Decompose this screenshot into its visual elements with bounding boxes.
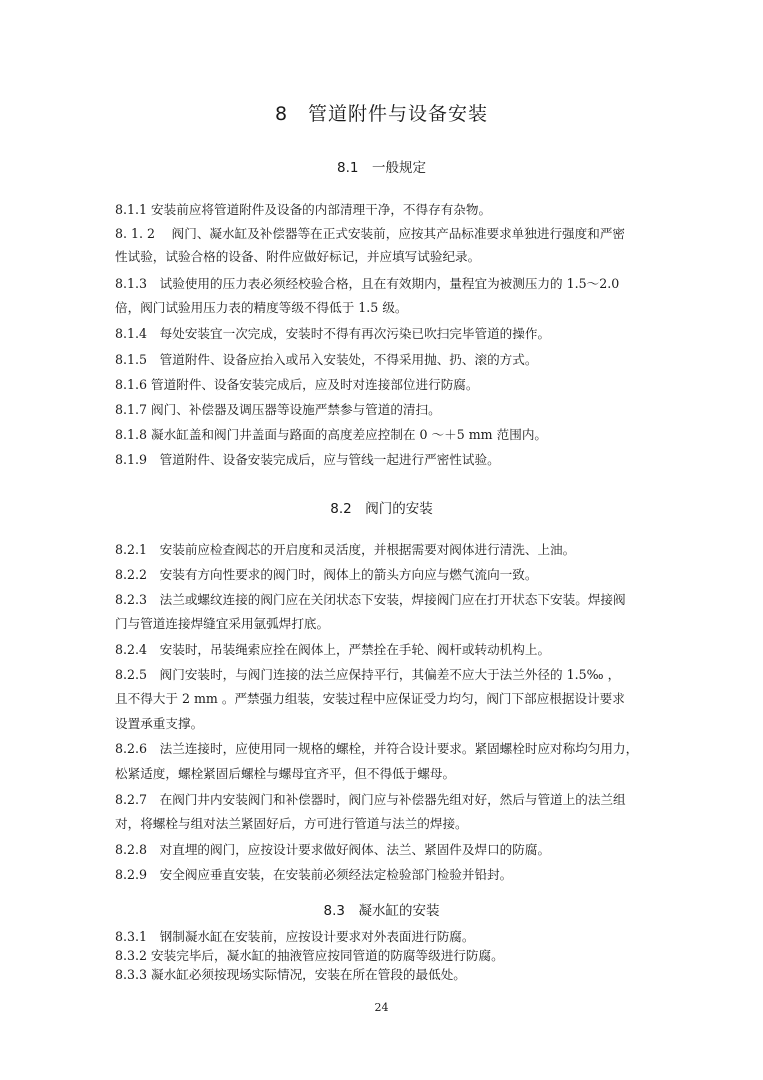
paragraph-line: 倍，阀门试验用压力表的精度等级不得低于 1.5 级。 xyxy=(115,300,408,315)
paragraph-line: 8.2.6 法兰连接时，应使用同一规格的螺栓，并符合设计要求。紧固螺栓时应对称均匀用力， xyxy=(115,741,639,756)
paragraph-line: 门与管道连接焊缝宜采用氩弧焊打底。 xyxy=(115,616,330,631)
paragraph-line: 8.1.7 阀门、补偿器及调压器等设施严禁参与管道的清扫。 xyxy=(115,402,441,417)
paragraph-line: 性试验，试验合格的设备、附件应做好标记，并应填写试验纪录。 xyxy=(115,249,481,264)
paragraph-line: 设置承重支撑。 xyxy=(115,716,204,731)
paragraph-line: 8.2.1 安装前应检查阀芯的开启度和灵活度，并根据需要对阀体进行清洗、上油。 xyxy=(115,542,576,557)
paragraph-line: 8.2.9 安全阀应垂直安装，在安装前必须经法定检验部门检验并铅封。 xyxy=(115,867,513,882)
paragraph-line: 8.1.6 管道附件、设备安装完成后，应及时对连接部位进行防腐。 xyxy=(115,377,479,392)
paragraph-line: 8.1.3 试验使用的压力表必须经校验合格，且在有效期内，量程宜为被测压力的 1.5～2.0 xyxy=(115,276,620,291)
paragraph-line: 8.3.2 安装完毕后，凝水缸的抽液管应按同管道的防腐等级进行防腐。 xyxy=(115,948,504,963)
paragraph-line: 且不得大于 2 mm 。严禁强力组装，安装过程中应保证受力均匀，阀门下部应根据设计要求 xyxy=(115,691,625,706)
section-title: 8.3 凝水缸的安装 xyxy=(323,903,440,919)
paragraph-line: 8.2.5 阀门安装时，与阀门连接的法兰应保持平行，其偏差不应大于法兰外径的 1.5‰ ， xyxy=(115,667,621,682)
paragraph-line: 8.1.9 管道附件、设备安装完成后，应与管线一起进行严密性试验。 xyxy=(115,452,500,467)
paragraph-line: 对，将螺栓与组对法兰紧固好后，方可进行管道与法兰的焊接。 xyxy=(115,816,468,831)
chapter-title: 8 管道附件与设备安装 xyxy=(274,103,489,125)
paragraph-line: 8.2.4 安装时，吊装绳索应拴在阀体上，严禁拴在手轮、阀杆或转动机构上。 xyxy=(115,642,551,657)
section-title: 8.2 阀门的安装 xyxy=(330,501,433,517)
paragraph-line: 8.1.5 管道附件、设备应抬入或吊入安装处，不得采用抛、扔、滚的方式。 xyxy=(115,352,538,367)
paragraph-line: 8.1.1 安装前应将管道附件及设备的内部清理干净，不得存有杂物。 xyxy=(115,202,492,217)
paragraph-line: 8. 1. 2 阀门、凝水缸及补偿器等在正式安装前，应按其产品标准要求单独进行强度和严密 xyxy=(115,226,626,241)
paragraph-line: 8.2.7 在阀门井内安装阀门和补偿器时，阀门应与补偿器先组对好，然后与管道上的法兰组 xyxy=(115,792,626,807)
paragraph-line: 8.1.4 每处安装宜一次完成，安装时不得有再次污染已吹扫完毕管道的操作。 xyxy=(115,326,551,341)
page-number: 24 xyxy=(374,1001,389,1014)
paragraph-line: 松紧适度，螺栓紧固后螺栓与螺母宜齐平，但不得低于螺母。 xyxy=(115,766,456,781)
section-title: 8.1 一般规定 xyxy=(337,160,426,176)
paragraph-line: 8.2.3 法兰或螺纹连接的阀门应在关闭状态下安装，焊接阀门应在打开状态下安装。焊接阀 xyxy=(115,592,626,607)
paragraph-line: 8.3.1 钢制凝水缸在安装前，应按设计要求对外表面进行防腐。 xyxy=(115,929,475,944)
paragraph-line: 8.2.2 安装有方向性要求的阀门时，阀体上的箭头方向应与燃气流向一致。 xyxy=(115,567,538,582)
paragraph-line: 8.1.8 凝水缸盖和阀门井盖面与路面的高度差应控制在 0 ～＋5 mm 范围内。 xyxy=(115,427,548,442)
paragraph-line: 8.2.8 对直埋的阀门，应按设计要求做好阀体、法兰、紧固件及焊口的防腐。 xyxy=(115,842,551,857)
paragraph-line: 8.3.3 凝水缸必须按现场实际情况，安装在所在管段的最低处。 xyxy=(115,967,466,982)
